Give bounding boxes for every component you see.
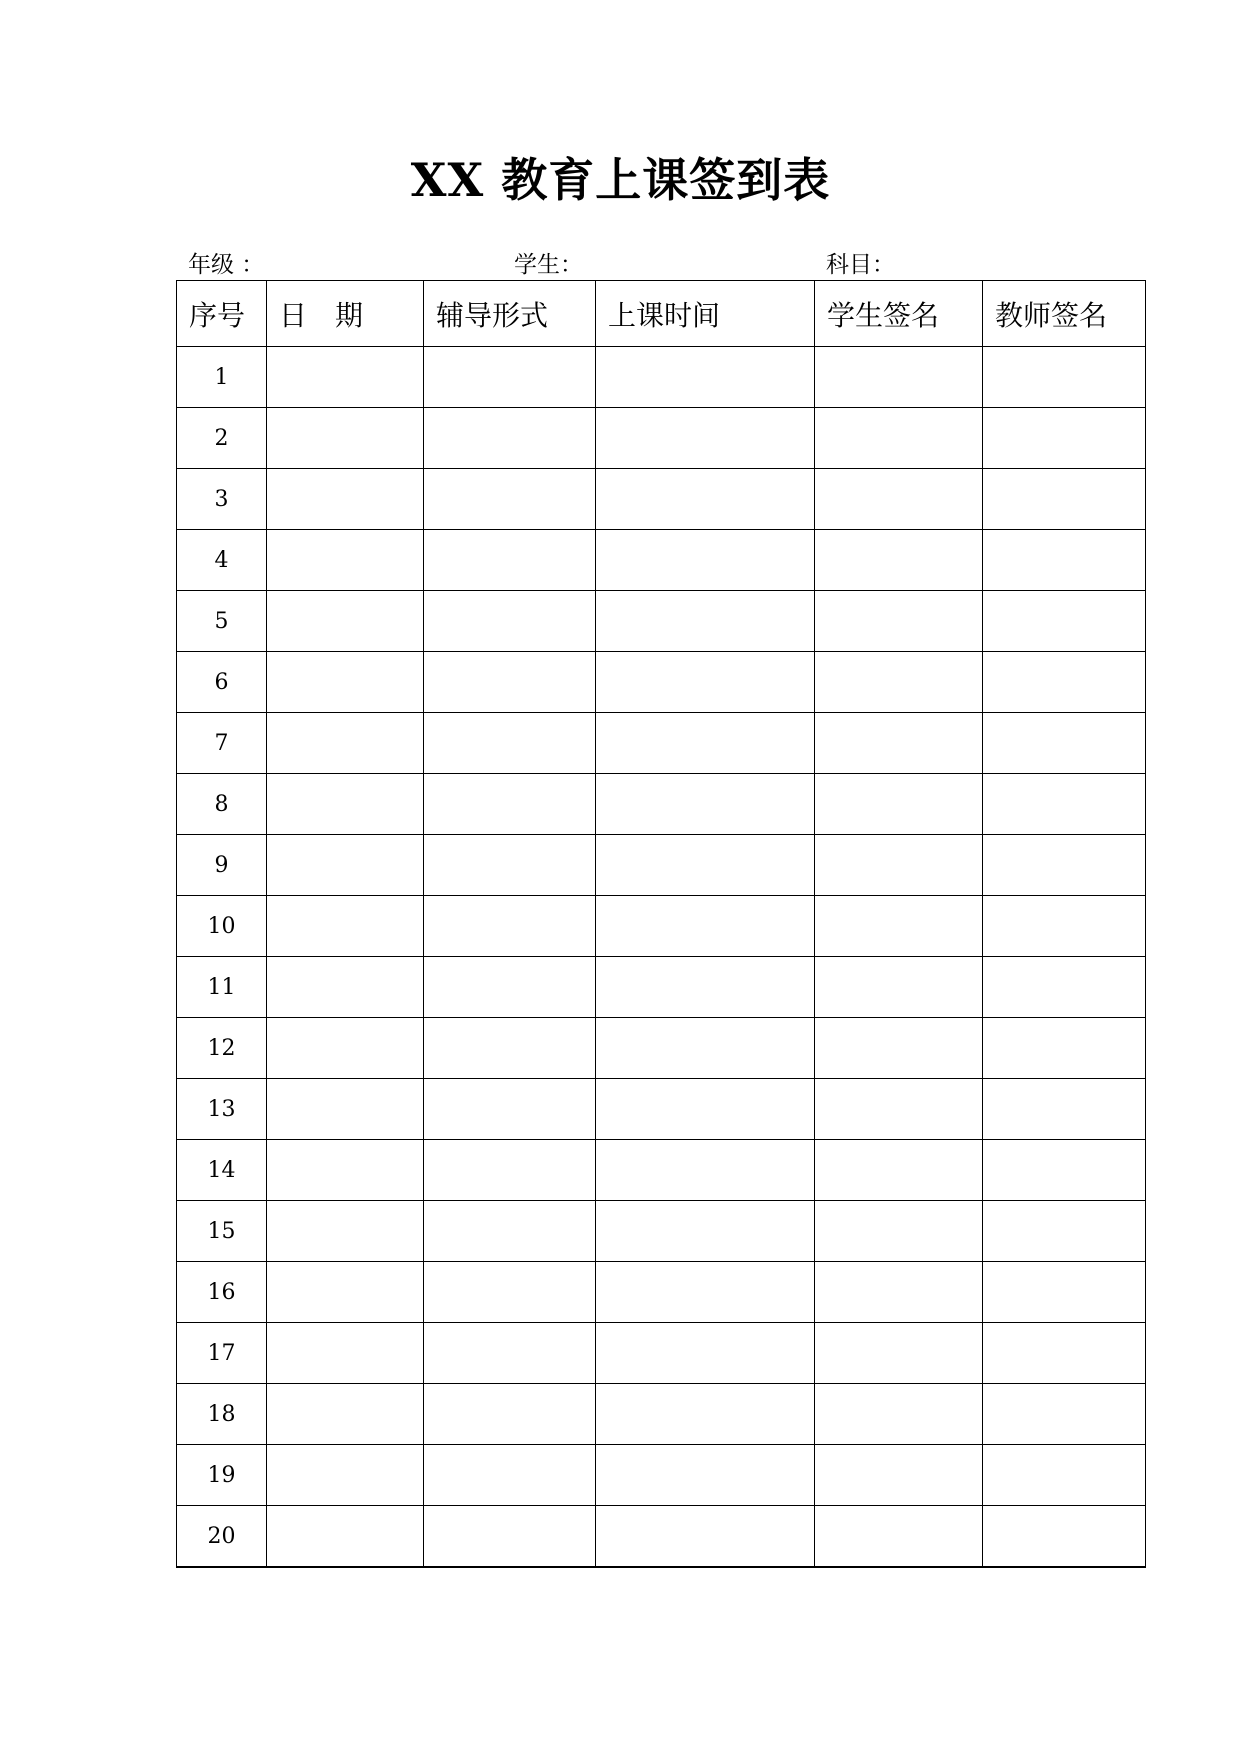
table-row [177,713,1146,774]
tutoring-form-cell[interactable] [424,896,596,957]
tutoring-form-cell[interactable] [424,1018,596,1079]
class-time-cell[interactable] [596,408,815,469]
class-time-cell[interactable] [596,1384,815,1445]
class-time-cell[interactable] [596,469,815,530]
table-row [177,1079,1146,1140]
grade-label: 年级 ： [188,252,265,278]
date-cell[interactable] [267,774,424,835]
teacher-signature-cell[interactable] [983,835,1146,896]
date-cell[interactable] [267,1079,424,1140]
class-time-cell[interactable] [596,1140,815,1201]
teacher-signature-cell[interactable] [983,1201,1146,1262]
tutoring-form-cell[interactable] [424,591,596,652]
student-signature-cell[interactable] [815,896,983,957]
tutoring-form-cell[interactable] [424,1140,596,1201]
class-time-cell[interactable] [596,1323,815,1384]
student-signature-cell[interactable] [815,347,983,408]
tutoring-form-cell[interactable] [424,713,596,774]
tutoring-form-cell[interactable] [424,957,596,1018]
student-signature-cell[interactable] [815,591,983,652]
date-cell[interactable] [267,408,424,469]
date-cell[interactable] [267,1323,424,1384]
student-signature-cell[interactable] [815,774,983,835]
table-row [177,469,1146,530]
class-time-cell[interactable] [596,713,815,774]
table-row [177,1506,1146,1568]
row-index: 7 [177,713,267,774]
row-index: 5 [177,591,267,652]
teacher-signature-cell[interactable] [983,1506,1146,1568]
student-signature-cell[interactable] [815,1445,983,1506]
date-cell[interactable] [267,1201,424,1262]
student-signature-cell[interactable] [815,652,983,713]
student-signature-cell[interactable] [815,469,983,530]
tutoring-form-cell[interactable] [424,1384,596,1445]
teacher-signature-cell[interactable] [983,408,1146,469]
table-row [177,1323,1146,1384]
table-row [177,896,1146,957]
table-row [177,1384,1146,1445]
teacher-signature-cell[interactable] [983,1018,1146,1079]
class-time-cell[interactable] [596,591,815,652]
table-row [177,530,1146,591]
table-row [177,1445,1146,1506]
teacher-signature-cell[interactable] [983,469,1146,530]
teacher-signature-cell[interactable] [983,896,1146,957]
teacher-signature-cell[interactable] [983,774,1146,835]
date-cell[interactable] [267,469,424,530]
teacher-signature-cell[interactable] [983,1445,1146,1506]
table-row [177,774,1146,835]
tutoring-form-cell[interactable] [424,1262,596,1323]
teacher-signature-cell[interactable] [983,1079,1146,1140]
class-time-cell[interactable] [596,1506,815,1568]
date-cell[interactable] [267,347,424,408]
date-cell[interactable] [267,1140,424,1201]
teacher-signature-cell[interactable] [983,591,1146,652]
table-row [177,957,1146,1018]
teacher-signature-cell[interactable] [983,1262,1146,1323]
row-index: 14 [177,1140,267,1201]
date-cell[interactable] [267,1445,424,1506]
teacher-signature-cell[interactable] [983,652,1146,713]
class-time-cell[interactable] [596,652,815,713]
row-index: 1 [177,347,267,408]
tutoring-form-cell[interactable] [424,1079,596,1140]
class-time-cell[interactable] [596,835,815,896]
header-teacher-signature: 教师签名 [983,281,1146,347]
table-row [177,1262,1146,1323]
table-row [177,1140,1146,1201]
attendance-table [176,280,1146,1568]
student-signature-cell[interactable] [815,1201,983,1262]
header-index: 序号 [177,281,267,347]
tutoring-form-cell[interactable] [424,835,596,896]
student-signature-cell[interactable] [815,835,983,896]
table-row [177,835,1146,896]
teacher-signature-cell[interactable] [983,1323,1146,1384]
class-time-cell[interactable] [596,1262,815,1323]
date-cell[interactable] [267,1384,424,1445]
row-index: 17 [177,1323,267,1384]
table-row [177,347,1146,408]
tutoring-form-cell[interactable] [424,347,596,408]
table-row [177,1201,1146,1262]
row-index: 4 [177,530,267,591]
row-index: 20 [177,1506,267,1568]
row-index: 9 [177,835,267,896]
date-cell[interactable] [267,957,424,1018]
date-cell[interactable] [267,591,424,652]
student-signature-cell[interactable] [815,530,983,591]
date-cell[interactable] [267,1506,424,1568]
class-time-cell[interactable] [596,1201,815,1262]
date-cell[interactable] [267,835,424,896]
student-signature-cell[interactable] [815,1506,983,1568]
class-time-cell[interactable] [596,530,815,591]
teacher-signature-cell[interactable] [983,957,1146,1018]
student-signature-cell[interactable] [815,1262,983,1323]
tutoring-form-cell[interactable] [424,652,596,713]
row-index: 11 [177,957,267,1018]
teacher-signature-cell[interactable] [983,1384,1146,1445]
student-signature-cell[interactable] [815,1384,983,1445]
table-header-row [177,281,1146,347]
class-time-cell[interactable] [596,957,815,1018]
date-cell[interactable] [267,1262,424,1323]
tutoring-form-cell[interactable] [424,1323,596,1384]
class-time-cell[interactable] [596,1445,815,1506]
tutoring-form-cell[interactable] [424,1445,596,1506]
row-index: 18 [177,1384,267,1445]
row-index: 6 [177,652,267,713]
header-student-signature: 学生签名 [815,281,983,347]
student-signature-cell[interactable] [815,713,983,774]
student-signature-cell[interactable] [815,1140,983,1201]
header-date: 日 期 [267,281,424,347]
row-index: 3 [177,469,267,530]
row-index: 19 [177,1445,267,1506]
date-cell[interactable] [267,530,424,591]
row-index: 15 [177,1201,267,1262]
student-signature-cell[interactable] [815,408,983,469]
class-time-cell[interactable] [596,896,815,957]
header-tutoring-form: 辅导形式 [424,281,596,347]
date-cell[interactable] [267,652,424,713]
teacher-signature-cell[interactable] [983,347,1146,408]
header-class-time: 上课时间 [596,281,815,347]
class-time-cell[interactable] [596,347,815,408]
table-row [177,652,1146,713]
date-cell[interactable] [267,1018,424,1079]
student-signature-cell[interactable] [815,957,983,1018]
row-index: 10 [177,896,267,957]
tutoring-form-cell[interactable] [424,1201,596,1262]
row-index: 2 [177,408,267,469]
tutoring-form-cell[interactable] [424,408,596,469]
class-time-cell[interactable] [596,1079,815,1140]
table-row [177,591,1146,652]
row-index: 12 [177,1018,267,1079]
tutoring-form-cell[interactable] [424,1506,596,1568]
tutoring-form-cell[interactable] [424,774,596,835]
student-signature-cell[interactable] [815,1018,983,1079]
subject-label: 科目： [826,252,895,278]
tutoring-form-cell[interactable] [424,469,596,530]
row-index: 8 [177,774,267,835]
student-label: 学生： [514,252,583,278]
table-row [177,408,1146,469]
student-signature-cell[interactable] [815,1323,983,1384]
table-row [177,1018,1146,1079]
row-index: 16 [177,1262,267,1323]
page-title: XX 教育上课签到表 [410,153,831,207]
teacher-signature-cell[interactable] [983,1140,1146,1201]
row-index: 13 [177,1079,267,1140]
tutoring-form-cell[interactable] [424,530,596,591]
class-time-cell[interactable] [596,1018,815,1079]
teacher-signature-cell[interactable] [983,713,1146,774]
table-body [177,347,1146,1568]
class-time-cell[interactable] [596,774,815,835]
student-signature-cell[interactable] [815,1079,983,1140]
date-cell[interactable] [267,713,424,774]
teacher-signature-cell[interactable] [983,530,1146,591]
date-cell[interactable] [267,896,424,957]
